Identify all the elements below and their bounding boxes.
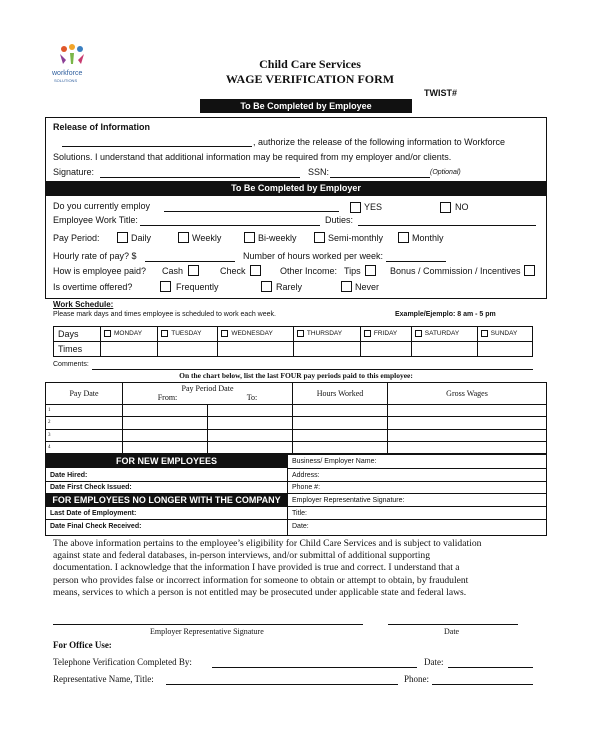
office-phone-field[interactable] — [432, 684, 533, 685]
day-saturday[interactable] — [411, 327, 477, 342]
name-field[interactable] — [62, 146, 252, 147]
schedule-instructions: Please mark days and times employee is scheduled to work each week. — [53, 311, 276, 318]
hourly-rate-label: Hourly rate of pay? $ — [53, 251, 137, 261]
pay-table-caption: On the chart below, list the last FOUR pay periods paid to this employee: — [179, 371, 413, 381]
pay-table-caption-cell — [46, 370, 547, 382]
cash-label: Cash — [162, 266, 184, 276]
statement-line-4: person who provides false or incorrect information for someone to obtain or attempt to obtain, by fraudulent — [53, 574, 469, 586]
never-checkbox[interactable] — [341, 281, 352, 292]
day-tuesday[interactable] — [158, 327, 218, 342]
pay-row-1-from[interactable] — [123, 405, 208, 417]
statement-line-3: documentation. I acknowledge that the information I have provided is true and correct. I understand that a — [53, 562, 460, 574]
frequently-label: Frequently — [176, 282, 219, 292]
from-to-row — [123, 393, 292, 402]
hours-per-week-label: Number of hours worked per week: — [243, 251, 384, 261]
pay-row-4-gross[interactable] — [388, 441, 547, 453]
time-monday[interactable] — [101, 342, 158, 357]
pay-row-1-gross[interactable] — [388, 405, 547, 417]
first-check-label: Date First Check Issued: — [50, 484, 132, 491]
date-hired-row[interactable] — [46, 481, 287, 482]
day-sunday[interactable] — [477, 327, 532, 342]
times-label: Times — [58, 344, 83, 354]
form-title-line2: WAGE VERIFICATION FORM — [225, 72, 395, 86]
days-header — [54, 327, 101, 342]
no-checkbox[interactable] — [440, 202, 451, 213]
hours-worked-header — [293, 382, 388, 404]
office-date-label: Date: — [424, 657, 444, 667]
pay-row-3-hours[interactable] — [293, 429, 388, 441]
thursday-checkbox[interactable] — [297, 330, 304, 337]
rarely-checkbox[interactable] — [261, 281, 272, 292]
pay-row-2-to[interactable] — [208, 417, 293, 429]
office-use-heading: For Office Use: — [53, 640, 112, 650]
date-label: Date: — [292, 523, 309, 530]
office-date-field[interactable] — [448, 667, 533, 668]
pay-row-2-from[interactable] — [123, 417, 208, 429]
daily-checkbox[interactable] — [117, 232, 128, 243]
friday-label: FRIDAY — [373, 330, 398, 338]
employment-divider — [287, 454, 288, 536]
ssn-field[interactable] — [330, 177, 430, 178]
representative-name-field[interactable] — [166, 684, 398, 685]
statement-line-5: means, services to which a person is not entitled may be prosecuted under applicable state and federal laws. — [53, 586, 467, 598]
pay-row-1-to[interactable] — [208, 405, 293, 417]
sunday-checkbox[interactable] — [481, 330, 488, 337]
times-header — [54, 342, 101, 357]
comments-label: Comments: — [53, 361, 89, 368]
gross-wages-header — [388, 382, 547, 404]
pay-row-2-hours[interactable] — [293, 417, 388, 429]
how-paid-label: How is employee paid? — [53, 266, 147, 276]
address-row[interactable] — [288, 481, 546, 482]
pay-row-2-number: 2 — [48, 420, 51, 426]
time-friday[interactable] — [360, 342, 411, 357]
friday-checkbox[interactable] — [364, 330, 371, 337]
telephone-verification-field[interactable] — [212, 667, 417, 668]
address-label: Address: — [292, 472, 320, 479]
hours-worked-label: Hours Worked — [316, 388, 364, 398]
tuesday-checkbox[interactable] — [161, 330, 168, 337]
time-wednesday[interactable] — [218, 342, 293, 357]
logo-text: workforce — [52, 70, 83, 77]
duties-label: Duties: — [325, 215, 354, 225]
employer-signature-label: Employer Representative Signature — [150, 627, 264, 636]
day-friday[interactable] — [360, 327, 411, 342]
pay-row-4-from[interactable] — [123, 441, 208, 453]
final-check-label: Date Final Check Received: — [50, 523, 142, 530]
pay-row-3-date[interactable] — [46, 429, 123, 441]
rarely-label: Rarely — [276, 282, 303, 292]
other-income-label: Other Income: — [280, 266, 338, 276]
rep-signature-label: Employer Representative Signature: — [292, 497, 405, 504]
title-label: Title: — [292, 510, 307, 517]
twist-label: TWIST# — [424, 88, 457, 98]
thursday-label: THURSDAY — [306, 330, 343, 338]
check-checkbox[interactable] — [250, 265, 261, 276]
employer-signature-field[interactable] — [53, 624, 363, 625]
telephone-verification-label: Telephone Verification Completed By: — [53, 657, 192, 667]
daily-label: Daily — [131, 233, 152, 243]
to-label: To: — [246, 393, 258, 403]
pay-period-table — [45, 370, 547, 454]
release-text-2: Solutions. I understand that additional information may be required from my employer and/or clients. — [53, 152, 452, 162]
pay-period-label: Pay Period: — [53, 233, 100, 243]
duties-field[interactable] — [358, 225, 536, 226]
yes-checkbox[interactable] — [350, 202, 361, 213]
time-tuesday[interactable] — [158, 342, 218, 357]
day-wednesday[interactable] — [218, 327, 293, 342]
business-name-label: Business/ Employer Name: — [292, 458, 377, 465]
representative-name-label: Representative Name, Title: — [53, 674, 154, 684]
gross-wages-label: Gross Wages — [446, 388, 488, 398]
pay-row-2-gross[interactable] — [388, 417, 547, 429]
statement-line-1: The above information pertains to the employee’s eligibility for Child Care Services and is subject to validation — [53, 538, 482, 549]
phone-label: Phone #: — [292, 484, 321, 491]
statement-text — [53, 538, 481, 599]
employer-section-bar: To Be Completed by Employer — [45, 181, 547, 195]
hourly-rate-field[interactable] — [145, 261, 235, 262]
day-monday[interactable] — [101, 327, 158, 342]
rep-signature-row[interactable] — [288, 506, 546, 507]
biweekly-label: Bi-weekly — [258, 233, 297, 243]
signature-date-label: Date — [444, 627, 460, 636]
office-phone-label: Phone: — [404, 674, 430, 684]
pay-row-2-date[interactable] — [46, 417, 123, 429]
title-row[interactable] — [288, 519, 546, 520]
work-schedule-heading: Work Schedule: — [53, 300, 114, 309]
check-label: Check — [220, 266, 246, 276]
monthly-label: Monthly — [412, 233, 444, 243]
monday-label: MONDAY — [114, 330, 143, 338]
hours-per-week-field[interactable] — [386, 261, 446, 262]
pay-row-3-from[interactable] — [123, 429, 208, 441]
pay-date-label: Pay Date — [69, 388, 99, 398]
signature-label: Signature: — [53, 167, 95, 177]
biweekly-checkbox[interactable] — [244, 232, 255, 243]
date-hired-label: Date Hired: — [50, 472, 88, 479]
pay-row-4-date[interactable] — [46, 441, 123, 453]
wednesday-label: WEDNESDAY — [231, 330, 273, 338]
pay-period-date-header — [123, 382, 293, 404]
schedule-example: Example/Ejemplo: 8 am - 5 pm — [395, 311, 496, 318]
work-title-label: Employee Work Title: — [53, 215, 138, 225]
pay-period-date-label: Pay Period Date — [181, 384, 234, 394]
overtime-label: Is overtime offered? — [53, 282, 133, 292]
pay-row-1-date[interactable] — [46, 405, 123, 417]
saturday-label: SATURDAY — [424, 330, 460, 338]
pay-row-4-to[interactable] — [208, 441, 293, 453]
day-thursday[interactable] — [293, 327, 360, 342]
semimonthly-checkbox[interactable] — [314, 232, 325, 243]
time-sunday[interactable] — [477, 342, 532, 357]
release-heading: Release of Information — [53, 122, 151, 132]
pay-row-4-hours[interactable] — [293, 441, 388, 453]
pay-date-header — [46, 382, 123, 404]
days-label: Days — [58, 329, 79, 339]
cash-checkbox[interactable] — [188, 265, 199, 276]
work-title-field[interactable] — [140, 225, 320, 226]
tips-label: Tips — [344, 266, 361, 276]
bonus-label: Bonus / Commission / Incentives — [390, 266, 521, 276]
no-label: NO — [455, 202, 469, 212]
tips-checkbox[interactable] — [365, 265, 376, 276]
semimonthly-label: Semi-monthly — [328, 233, 384, 243]
monthly-checkbox[interactable] — [398, 232, 409, 243]
ssn-label: SSN: — [308, 167, 330, 177]
employee-name-field[interactable] — [164, 211, 339, 212]
yes-label: YES — [364, 202, 383, 212]
logo-subtext: SOLUTIONS — [54, 78, 78, 83]
last-employment-label: Last Date of Employment: — [50, 510, 137, 517]
new-employees-bar: FOR NEW EMPLOYEES — [46, 455, 287, 468]
employee-section-bar: To Be Completed by Employee — [200, 99, 412, 113]
monday-checkbox[interactable] — [104, 330, 111, 337]
no-longer-employed-bar: FOR EMPLOYEES NO LONGER WITH THE COMPANY — [46, 494, 287, 507]
pay-row-1-number: 1 — [48, 408, 51, 414]
tuesday-label: TUESDAY — [171, 330, 202, 338]
signature-field[interactable] — [100, 177, 300, 178]
last-employment-row[interactable] — [46, 519, 287, 520]
time-thursday[interactable] — [293, 342, 360, 357]
statement-line-2: against state and federal databases, in-person interviews, and/or submittal of additional supporting — [53, 550, 430, 562]
weekly-checkbox[interactable] — [178, 232, 189, 243]
release-text-1: , authorize the release of the following information to Workforce — [253, 137, 505, 147]
pay-row-3-to[interactable] — [208, 429, 293, 441]
business-name-row[interactable] — [288, 468, 546, 469]
pay-row-3-number: 3 — [48, 432, 51, 438]
never-label: Never — [355, 282, 380, 292]
wednesday-checkbox[interactable] — [221, 330, 228, 337]
schedule-table — [53, 326, 533, 357]
saturday-checkbox[interactable] — [415, 330, 422, 337]
pay-row-3-gross[interactable] — [388, 429, 547, 441]
bonus-checkbox[interactable] — [524, 265, 535, 276]
currently-employ-label: Do you currently employ — [53, 201, 151, 211]
form-title-line1: Child Care Services — [259, 57, 361, 71]
from-label: From: — [157, 393, 178, 403]
pay-row-1-hours[interactable] — [293, 405, 388, 417]
time-saturday[interactable] — [411, 342, 477, 357]
sunday-label: SUNDAY — [490, 330, 518, 338]
phone-row[interactable] — [288, 493, 546, 494]
weekly-label: Weekly — [192, 233, 222, 243]
signature-date-field[interactable] — [388, 624, 518, 625]
optional-note: (Optional) — [430, 169, 461, 176]
frequently-checkbox[interactable] — [160, 281, 171, 292]
pay-row-4-number: 4 — [48, 444, 51, 450]
